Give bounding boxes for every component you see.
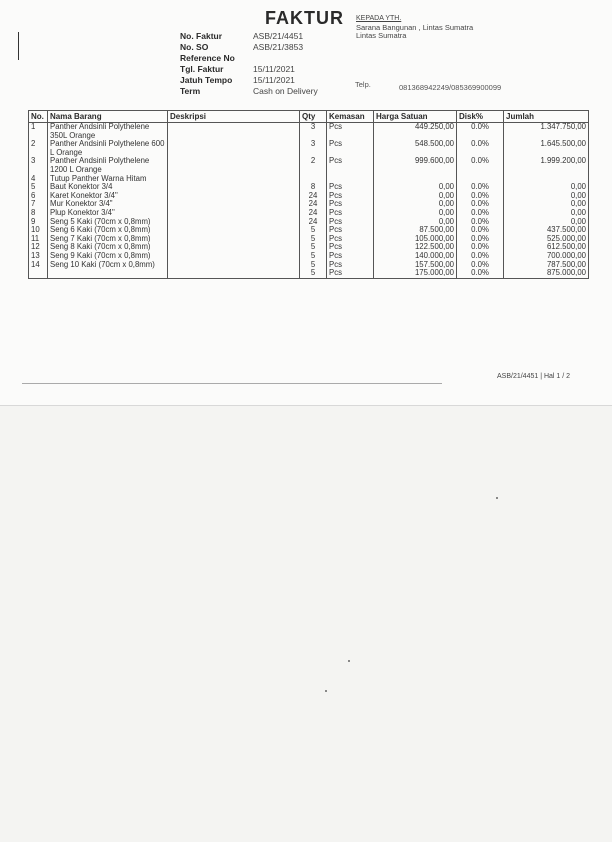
margin-mark (18, 32, 19, 60)
meta-row (180, 53, 318, 64)
cell-harga: 999.600,00 (374, 157, 457, 174)
cell-jumlah: 0,00 (504, 183, 589, 192)
cell-deskripsi (168, 175, 300, 184)
meta-row (180, 64, 318, 75)
cell-qty: 24 (300, 192, 327, 201)
cell-kemasan: Pcs (327, 218, 374, 227)
meta-key: No. Faktur (180, 31, 223, 41)
cell-disk: 0.0% (457, 218, 504, 227)
invoice-sheet (0, 0, 612, 406)
meta-key: No. SO (180, 42, 209, 52)
column-header: Disk% (457, 111, 504, 123)
cell-qty: 5 (300, 243, 327, 252)
meta-key: Term (180, 86, 201, 96)
column-header: Harga Satuan (374, 111, 457, 123)
cell-no: 5 (29, 183, 48, 192)
cell-kemasan: Pcs (327, 209, 374, 218)
speck (496, 497, 498, 499)
cell-disk: 0.0% (457, 209, 504, 218)
recipient-block (356, 15, 473, 41)
cell-kemasan: Pcs (327, 252, 374, 261)
cell-no: 2 (29, 140, 48, 157)
cell-deskripsi (168, 226, 300, 235)
cell-harga: 0,00 (374, 183, 457, 192)
cell-disk: 0.0% (457, 157, 504, 174)
column-header: Deskripsi (168, 111, 300, 123)
cell-nama: Seng 10 Kaki (70cm x 0,8mm) (48, 261, 168, 270)
cell-kemasan: Pcs (327, 226, 374, 235)
table-row (29, 123, 589, 141)
cell-deskripsi (168, 200, 300, 209)
cell-qty: 5 (300, 261, 327, 270)
cell-no: 6 (29, 192, 48, 201)
cell-no: 12 (29, 243, 48, 252)
table-row (29, 261, 589, 270)
cell-jumlah: 525.000,00 (504, 235, 589, 244)
cell-harga: 87.500,00 (374, 226, 457, 235)
cell-nama: Panther Andsinli Polythelene 600 L Orange (48, 140, 168, 157)
cell-no: 11 (29, 235, 48, 244)
meta-value: 15/11/2021 (253, 75, 295, 85)
cell-disk: 0.0% (457, 140, 504, 157)
cell-qty: 24 (300, 209, 327, 218)
cell-no: 7 (29, 200, 48, 209)
cell-nama: Tutup Panther Warna Hitam (48, 175, 168, 184)
meta-value (253, 53, 318, 64)
cell-jumlah: 700.000,00 (504, 252, 589, 261)
cell-nama: Karet Konektor 3/4" (48, 192, 168, 201)
cell-no: 3 (29, 157, 48, 174)
meta-value: ASB/21/3853 (253, 42, 304, 52)
cell-no: 9 (29, 218, 48, 227)
cell-disk: 0.0% (457, 226, 504, 235)
meta-value: 15/11/2021 (253, 64, 295, 74)
cell-nama: Seng 6 Kaki (70cm x 0,8mm) (48, 226, 168, 235)
meta-row (180, 31, 318, 42)
cell-jumlah: 787.500,00 (504, 261, 589, 270)
cell-jumlah: 1.645.500,00 (504, 140, 589, 157)
cell-disk: 0.0% (457, 243, 504, 252)
meta-key: Jatuh Tempo (180, 75, 233, 85)
cell-deskripsi (168, 140, 300, 157)
meta-key: Reference No (180, 53, 235, 63)
cell-qty: 24 (300, 200, 327, 209)
cell-jumlah: 0,00 (504, 192, 589, 201)
cell-deskripsi (168, 252, 300, 261)
cell-deskripsi (168, 218, 300, 227)
cell-deskripsi (168, 123, 300, 141)
cell-kemasan: Pcs (327, 157, 374, 174)
cell-harga: 0,00 (374, 192, 457, 201)
cell-disk: 0.0% (457, 269, 504, 278)
phone-label: Telp. (355, 80, 371, 89)
cell-harga: 0,00 (374, 200, 457, 209)
cell-qty: 8 (300, 183, 327, 192)
cell-deskripsi (168, 269, 300, 278)
cell-no: 13 (29, 252, 48, 261)
cell-kemasan: Pcs (327, 192, 374, 201)
invoice-meta (180, 31, 318, 97)
cell-qty: 3 (300, 140, 327, 157)
cell-kemasan: Pcs (327, 235, 374, 244)
column-header: Jumlah (504, 111, 589, 123)
cell-deskripsi (168, 235, 300, 244)
meta-row (180, 42, 318, 53)
cell-qty: 5 (300, 235, 327, 244)
cell-no: 1 (29, 123, 48, 141)
cell-harga: 122.500,00 (374, 243, 457, 252)
cell-kemasan: Pcs (327, 261, 374, 270)
recipient-line-1: Sarana Bangunan , Lintas Sumatra (356, 22, 474, 32)
cell-harga: 449.250,00 (374, 123, 457, 141)
cell-deskripsi (168, 243, 300, 252)
cell-kemasan: Pcs (327, 123, 374, 141)
cell-nama: Seng 5 Kaki (70cm x 0,8mm) (48, 218, 168, 227)
cell-disk: 0.0% (457, 123, 504, 141)
speck (348, 660, 350, 662)
cell-no: 8 (29, 209, 48, 218)
column-header: Nama Barang (48, 111, 168, 123)
cell-qty: 24 (300, 218, 327, 227)
cell-deskripsi (168, 209, 300, 218)
cell-nama: Mur Konektor 3/4" (48, 200, 168, 209)
table-row (29, 175, 589, 184)
meta-value: ASB/21/4451 (253, 31, 304, 41)
cell-jumlah: 0,00 (504, 218, 589, 227)
cell-qty: 5 (300, 226, 327, 235)
cell-harga: 0,00 (374, 218, 457, 227)
cell-jumlah: 0,00 (504, 200, 589, 209)
table-header-row (29, 111, 589, 123)
speck (325, 690, 327, 692)
cell-no: 4 (29, 175, 48, 184)
cell-nama: Seng 8 Kaki (70cm x 0,8mm) (48, 243, 168, 252)
cell-nama: Seng 9 Kaki (70cm x 0,8mm) (48, 252, 168, 261)
cell-jumlah: 875.000,00 (504, 269, 589, 278)
cell-no: 14 (29, 261, 48, 270)
cell-kemasan: Pcs (327, 243, 374, 252)
cell-nama: Baut Konektor 3/4 (48, 183, 168, 192)
cell-deskripsi (168, 157, 300, 174)
cell-disk: 0.0% (457, 183, 504, 192)
meta-row (180, 75, 318, 86)
table-row (29, 269, 589, 278)
phone-value: 081368942249/085369900099 (399, 83, 502, 92)
cell-kemasan: Pcs (327, 269, 374, 278)
cell-harga: 175.000,00 (374, 269, 457, 278)
table-row (29, 157, 589, 174)
cell-jumlah: 612.500,00 (504, 243, 589, 252)
meta-row (180, 86, 318, 97)
meta-key: Tgl. Faktur (180, 64, 224, 74)
cell-jumlah: 1.347.750,00 (504, 123, 589, 141)
document-title: FAKTUR (265, 8, 344, 28)
cell-deskripsi (168, 261, 300, 270)
cell-jumlah: 0,00 (504, 209, 589, 218)
cell-nama: Panther Andsinli Polythelene 1200 L Orange (48, 157, 168, 174)
column-header: Kemasan (327, 111, 374, 123)
column-header: No. (29, 111, 48, 123)
cell-kemasan: Pcs (327, 200, 374, 209)
cell-disk: 0.0% (457, 200, 504, 209)
cell-qty: 5 (300, 252, 327, 261)
cell-jumlah: 1.999.200,00 (504, 157, 589, 174)
cell-disk: 0.0% (457, 252, 504, 261)
cell-deskripsi (168, 183, 300, 192)
footer-divider (22, 383, 442, 384)
cell-kemasan: Pcs (327, 140, 374, 157)
column-header: Qty (300, 111, 327, 123)
recipient-line-2: Lintas Sumatra (356, 31, 407, 40)
table-row (29, 140, 589, 157)
cell-kemasan: Pcs (327, 183, 374, 192)
cell-qty: 2 (300, 157, 327, 174)
cell-jumlah: 437.500,00 (504, 226, 589, 235)
cell-no (29, 269, 48, 278)
cell-harga: 105.000,00 (374, 235, 457, 244)
cell-qty: 3 (300, 123, 327, 141)
cell-deskripsi (168, 192, 300, 201)
cell-disk: 0.0% (457, 235, 504, 244)
recipient-label: KEPADA YTH. (356, 15, 402, 22)
cell-nama: Seng 7 Kaki (70cm x 0,8mm) (48, 235, 168, 244)
cell-qty: 5 (300, 269, 327, 278)
cell-no: 10 (29, 226, 48, 235)
cell-harga: 157.500,00 (374, 261, 457, 270)
cell-harga: 0,00 (374, 209, 457, 218)
meta-value: Cash on Delivery (253, 86, 318, 96)
cell-harga: 140.000,00 (374, 252, 457, 261)
cell-disk: 0.0% (457, 261, 504, 270)
cell-harga: 548.500,00 (374, 140, 457, 157)
cell-nama: Plup Konektor 3/4" (48, 209, 168, 218)
cell-nama (48, 269, 168, 278)
cell-disk: 0.0% (457, 192, 504, 201)
cell-nama: Panther Andsinli Polythelene 350L Orange (48, 123, 168, 141)
page-reference: ASB/21/4451 | Hal 1 / 2 (497, 373, 571, 380)
items-table (28, 110, 589, 279)
